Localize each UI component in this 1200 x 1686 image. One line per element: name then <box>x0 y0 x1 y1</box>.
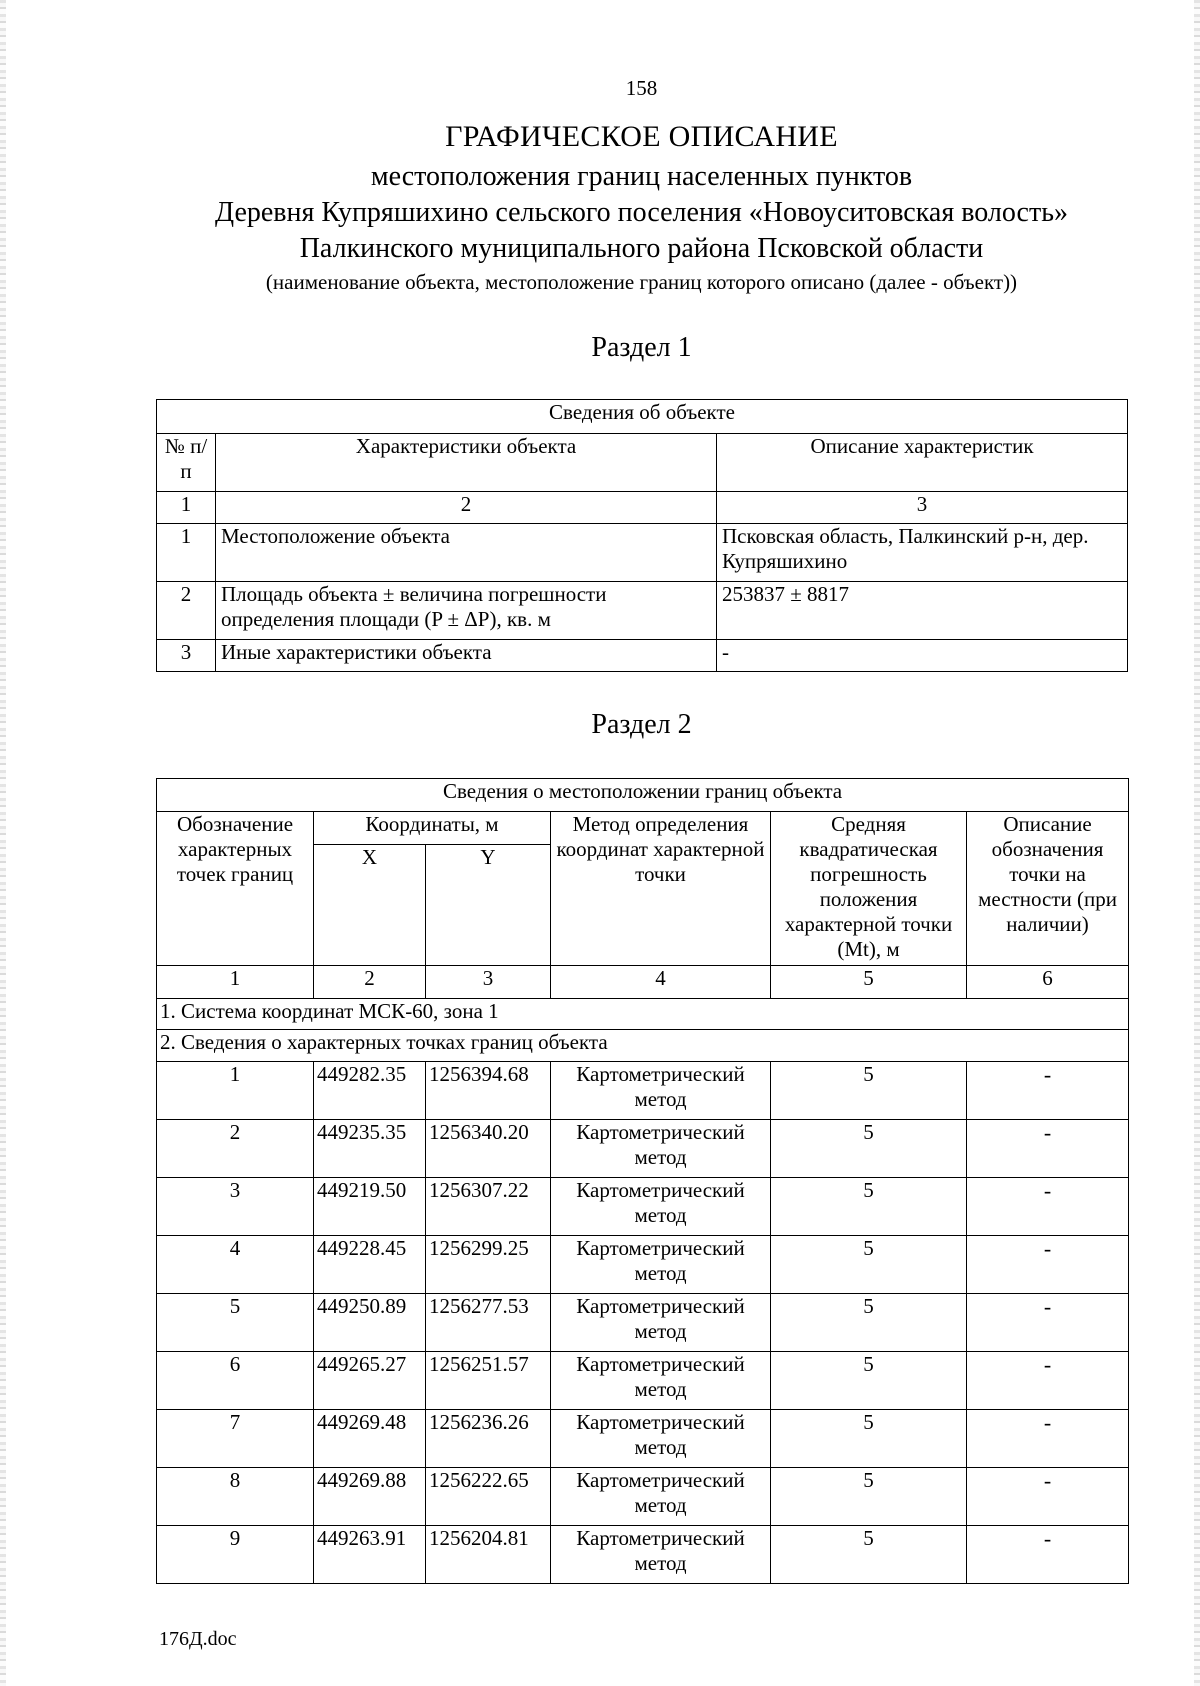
table-row <box>157 640 1128 672</box>
header-cell-error: Средняя квадратическая погрешность положения характерной точки (Mt), м <box>771 812 967 966</box>
method-cell: Картометрический метод <box>551 1410 771 1468</box>
y-coordinate: 1256236.26 <box>426 1410 551 1468</box>
column-number: 3 <box>717 492 1128 524</box>
description-cell: - <box>717 640 1128 672</box>
x-coordinate: 449269.48 <box>314 1410 426 1468</box>
point-id: 7 <box>157 1410 314 1468</box>
table-row <box>157 1410 1129 1468</box>
point-id: 3 <box>157 1178 314 1236</box>
method-cell: Картометрический метод <box>551 1526 771 1584</box>
table-row <box>157 1352 1129 1410</box>
table-caption: Сведения об объекте <box>157 400 1128 434</box>
y-coordinate: 1256340.20 <box>426 1120 551 1178</box>
error-cell: 5 <box>771 1410 967 1468</box>
x-coordinate: 449219.50 <box>314 1178 426 1236</box>
column-number: 2 <box>216 492 717 524</box>
header-cell-number: № п/п <box>157 434 216 492</box>
point-description-cell: - <box>967 1178 1129 1236</box>
point-id: 9 <box>157 1526 314 1584</box>
table-row <box>157 1294 1129 1352</box>
object-info-table <box>156 399 1128 672</box>
method-cell: Картометрический метод <box>551 1236 771 1294</box>
characteristic-cell: Площадь объекта ± величина погрешности определения площади (P ± ΔP), кв. м <box>216 582 717 640</box>
y-coordinate: 1256277.53 <box>426 1294 551 1352</box>
error-cell: 5 <box>771 1526 967 1584</box>
column-number: 5 <box>771 966 967 999</box>
method-cell: Картометрический метод <box>551 1120 771 1178</box>
y-coordinate: 1256307.22 <box>426 1178 551 1236</box>
table-row <box>157 1236 1129 1294</box>
method-cell: Картометрический метод <box>551 1468 771 1526</box>
column-number: 3 <box>426 966 551 999</box>
description-cell: 253837 ± 8817 <box>717 582 1128 640</box>
point-description-cell: - <box>967 1236 1129 1294</box>
error-cell: 5 <box>771 1352 967 1410</box>
header-cell-description: Описание характеристик <box>717 434 1128 492</box>
y-coordinate: 1256251.57 <box>426 1352 551 1410</box>
header-cell-characteristics: Характеристики объекта <box>216 434 717 492</box>
header-cell-x: X <box>314 845 426 966</box>
x-coordinate: 449235.35 <box>314 1120 426 1178</box>
y-coordinate: 1256204.81 <box>426 1526 551 1584</box>
point-description-cell: - <box>967 1062 1129 1120</box>
point-description-cell: - <box>967 1120 1129 1178</box>
table-row <box>157 1062 1129 1120</box>
boundary-points-table <box>156 778 1129 1584</box>
table-row <box>157 582 1128 640</box>
point-id: 6 <box>157 1352 314 1410</box>
page-number: 158 <box>625 76 658 100</box>
method-cell: Картометрический метод <box>551 1062 771 1120</box>
point-id: 8 <box>157 1468 314 1526</box>
table-row <box>157 1178 1129 1236</box>
point-description-cell: - <box>967 1410 1129 1468</box>
characteristic-cell: Местоположение объекта <box>216 524 717 582</box>
method-cell: Картометрический метод <box>551 1178 771 1236</box>
x-coordinate: 449269.88 <box>314 1468 426 1526</box>
point-id: 4 <box>157 1236 314 1294</box>
document-subtitle-1: местоположения границ населенных пунктов <box>370 161 913 192</box>
point-description-cell: - <box>967 1468 1129 1526</box>
point-id: 2 <box>157 1120 314 1178</box>
column-number: 1 <box>157 492 216 524</box>
point-id: 1 <box>157 1062 314 1120</box>
column-number: 6 <box>967 966 1129 999</box>
x-coordinate: 449263.91 <box>314 1526 426 1584</box>
header-cell-y: Y <box>426 845 551 966</box>
header-cell-coordinates: Координаты, м <box>314 812 551 845</box>
y-coordinate: 1256299.25 <box>426 1236 551 1294</box>
method-cell: Картометрический метод <box>551 1294 771 1352</box>
x-coordinate: 449250.89 <box>314 1294 426 1352</box>
table-row <box>157 524 1128 582</box>
characteristic-cell: Иные характеристики объекта <box>216 640 717 672</box>
error-cell: 5 <box>771 1062 967 1120</box>
point-id: 5 <box>157 1294 314 1352</box>
column-number: 1 <box>157 966 314 999</box>
description-cell: Псковская область, Палкинский р-н, дер. Купряшихино <box>717 524 1128 582</box>
section-2-title: Раздел 2 <box>591 709 692 740</box>
table-row <box>157 1526 1129 1584</box>
footer-filename: 176Д.doc <box>159 1628 237 1650</box>
error-cell: 5 <box>771 1178 967 1236</box>
table-row <box>157 1120 1129 1178</box>
x-coordinate: 449265.27 <box>314 1352 426 1410</box>
points-section-row: 2. Сведения о характерных точках границ объекта <box>157 1030 1129 1062</box>
document-title: ГРАФИЧЕСКОЕ ОПИСАНИЕ <box>445 120 838 153</box>
document-subtitle-3: Палкинского муниципального района Псковской области <box>299 233 984 264</box>
document-subtitle-note: (наименование объекта, местоположение границ которого описано (далее - объект)) <box>265 270 1018 294</box>
method-cell: Картометрический метод <box>551 1352 771 1410</box>
error-cell: 5 <box>771 1294 967 1352</box>
point-description-cell: - <box>967 1526 1129 1584</box>
y-coordinate: 1256394.68 <box>426 1062 551 1120</box>
x-coordinate: 449282.35 <box>314 1062 426 1120</box>
table-row <box>157 1468 1129 1526</box>
y-coordinate: 1256222.65 <box>426 1468 551 1526</box>
error-cell: 5 <box>771 1120 967 1178</box>
row-number: 2 <box>157 582 216 640</box>
column-number: 4 <box>551 966 771 999</box>
header-cell-points: Обозначение характерных точек границ <box>157 812 314 966</box>
row-number: 1 <box>157 524 216 582</box>
section-1-title: Раздел 1 <box>591 332 692 363</box>
header-cell-method: Метод определения координат характерной точки <box>551 812 771 966</box>
point-description-cell: - <box>967 1352 1129 1410</box>
document-subtitle-2: Деревня Купряшихино сельского поселения «Новоуситовская волость» <box>215 197 1068 228</box>
point-description-cell: - <box>967 1294 1129 1352</box>
column-number: 2 <box>314 966 426 999</box>
coordinate-system-row: 1. Система координат МСК-60, зона 1 <box>157 999 1129 1030</box>
table-caption: Сведения о местоположении границ объекта <box>157 779 1129 812</box>
error-cell: 5 <box>771 1468 967 1526</box>
header-cell-point-description: Описание обозначения точки на местности (при наличии) <box>967 812 1129 966</box>
error-cell: 5 <box>771 1236 967 1294</box>
x-coordinate: 449228.45 <box>314 1236 426 1294</box>
row-number: 3 <box>157 640 216 672</box>
